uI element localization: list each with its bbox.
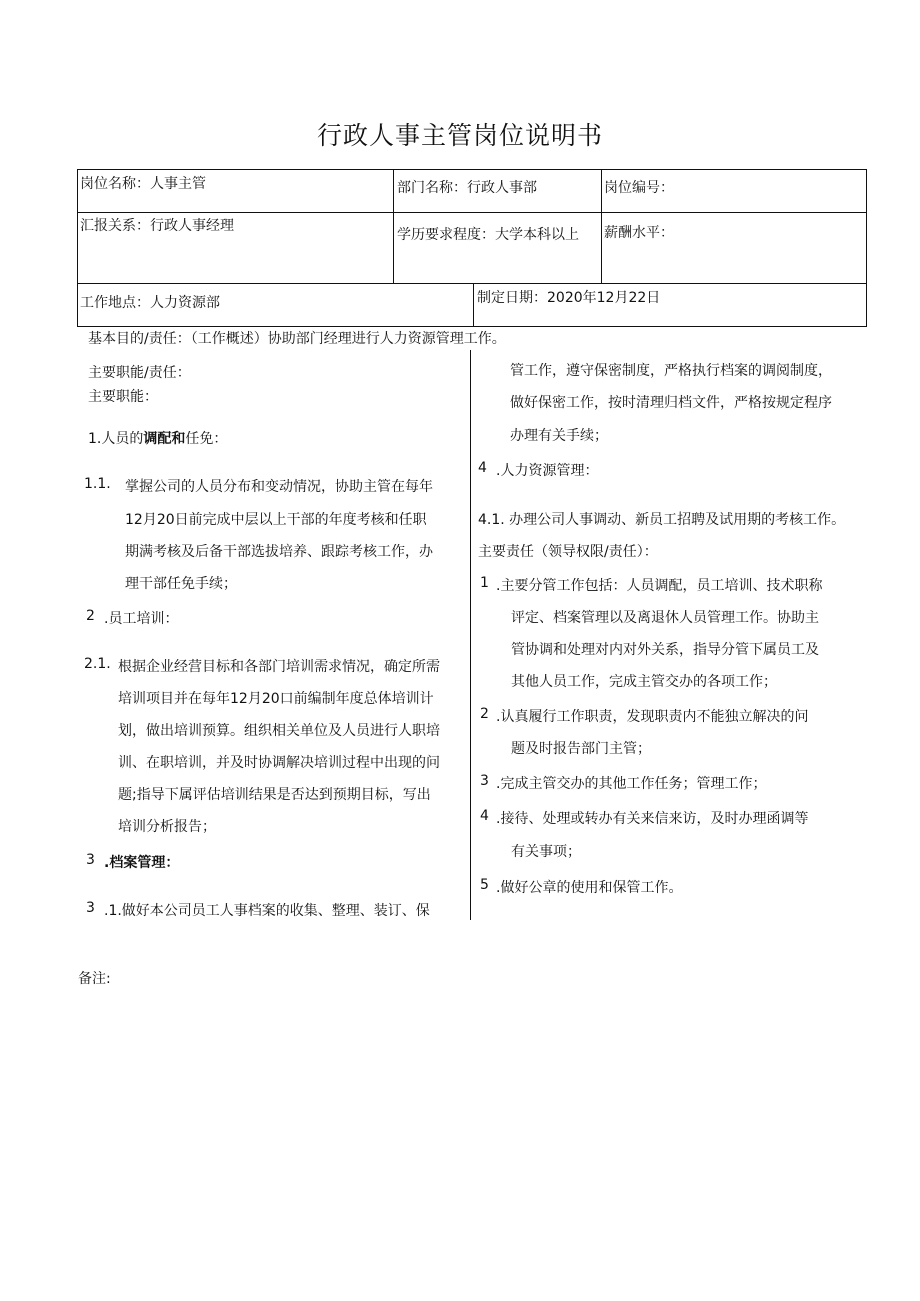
item-number: 4 xyxy=(478,460,487,476)
item-text: 任免： xyxy=(185,431,228,447)
row-divider xyxy=(77,212,866,213)
education: 学历要求程度：大学本科以上 xyxy=(397,227,579,243)
paragraph-line: 划，做出培训预算。组织相关单位及人员进行人职培 xyxy=(118,723,440,739)
item-number: 3 xyxy=(86,852,95,868)
col-divider xyxy=(473,283,474,326)
report-to: 汇报关系：行政人事经理 xyxy=(80,218,234,234)
item-number: 1. xyxy=(88,431,102,447)
paragraph-line: 有关事项； xyxy=(511,844,581,860)
section-heading: 主要职能： xyxy=(88,389,158,405)
paragraph-line: .主要分管工作包括：人员调配，员工培训、技术职称 xyxy=(496,578,823,594)
paragraph-line: .接待、处理或转办有关来信来访，及时办理函调等 xyxy=(496,811,809,827)
item-number: 2 xyxy=(480,706,489,722)
col-divider xyxy=(393,169,394,283)
item-heading: .员工培训： xyxy=(104,611,179,627)
issue-date: 制定日期：2020年12月22日 xyxy=(477,290,661,306)
paragraph-line: 评定、档案管理以及离退休人员管理工作。协助主 xyxy=(511,610,819,626)
paragraph-line: 做好保密工作，按时清理归档文件，严格按规定程序 xyxy=(510,395,832,411)
item-number: 3 xyxy=(480,773,489,789)
dept-name: 部门名称：行政人事部 xyxy=(397,180,537,196)
section-heading: 主要职能/责任： xyxy=(88,365,191,381)
salary: 薪酬水平： xyxy=(604,225,674,241)
paragraph-line: 掌握公司的人员分布和变动情况，协助主管在每年 xyxy=(125,479,433,495)
paragraph-line: 题及时报告部门主管； xyxy=(511,741,651,757)
item-heading: .人力资源管理： xyxy=(496,463,599,479)
page-title: 行政人事主管岗位说明书 xyxy=(316,121,603,150)
post-name: 岗位名称：人事主管 xyxy=(80,176,206,192)
paragraph-line: .1.做好本公司员工人事档案的收集、整理、装订、保 xyxy=(104,903,430,919)
item-heading: .档案管理： xyxy=(104,855,180,871)
paragraph-line: 理干部任免手续； xyxy=(125,576,237,592)
remarks: 备注: xyxy=(78,971,111,987)
item-text: 人员的 xyxy=(101,431,144,447)
item-number: 1 xyxy=(480,575,489,591)
paragraph-line: 其他人员工作，完成主管交办的各项工作； xyxy=(511,674,777,690)
paragraph-line: 4.1. 办理公司人事调动、新员工招聘及试用期的考核工作。 xyxy=(478,512,846,528)
paragraph-line: .做好公章的使用和保管工作。 xyxy=(496,880,683,896)
col-divider xyxy=(601,169,602,283)
item-number: 2.1. xyxy=(84,656,111,672)
paragraph-line: 题;指导下属评估培训结果是否达到预期目标，写出 xyxy=(118,787,431,803)
paragraph-line: 12月20日前完成中层以上干部的年度考核和任职 xyxy=(125,512,427,528)
paragraph-line: 管协调和处理对内对外关系，指导分管下属员工及 xyxy=(511,642,819,658)
item-heading xyxy=(88,428,227,448)
work-location: 工作地点：人力资源部 xyxy=(80,295,220,311)
paragraph-line: 根据企业经营目标和各部门培训需求情况，确定所需 xyxy=(118,659,440,675)
paragraph-line: 培训项目并在每年12月20口前编制年度总体培训计 xyxy=(118,691,434,707)
paragraph-line: 培训分析报告； xyxy=(118,819,216,835)
paragraph-line: 期满考核及后备干部选拔培养、跟踪考核工作，办 xyxy=(125,544,433,560)
row-divider xyxy=(77,283,866,284)
paragraph-line: 管工作，遵守保密制度，严格执行档案的调阅制度， xyxy=(510,363,832,379)
paragraph-line: 办理有关手续； xyxy=(510,428,608,444)
paragraph-line: .完成主管交办的其他工作任务；管理工作； xyxy=(496,776,767,792)
column-divider xyxy=(470,350,471,920)
item-number: 4 xyxy=(480,808,489,824)
item-text-bold: 调配和 xyxy=(143,431,186,447)
basic-purpose: 基本目的/责任：（工作概述）协助部门经理进行人力资源管理工作。 xyxy=(88,331,506,347)
paragraph-line: .认真履行工作职责，发现职责内不能独立解决的问 xyxy=(496,709,809,725)
item-number: 1.1. xyxy=(84,476,111,492)
item-number: 5 xyxy=(480,877,489,893)
item-number: 2 xyxy=(86,608,95,624)
paragraph-line: 训、在职培训，并及时协调解决培训过程中出现的问 xyxy=(118,755,440,771)
section-heading: 主要责任（领导权限/责任）： xyxy=(478,544,658,560)
post-number: 岗位编号： xyxy=(604,180,674,196)
item-number: 3 xyxy=(86,900,95,916)
